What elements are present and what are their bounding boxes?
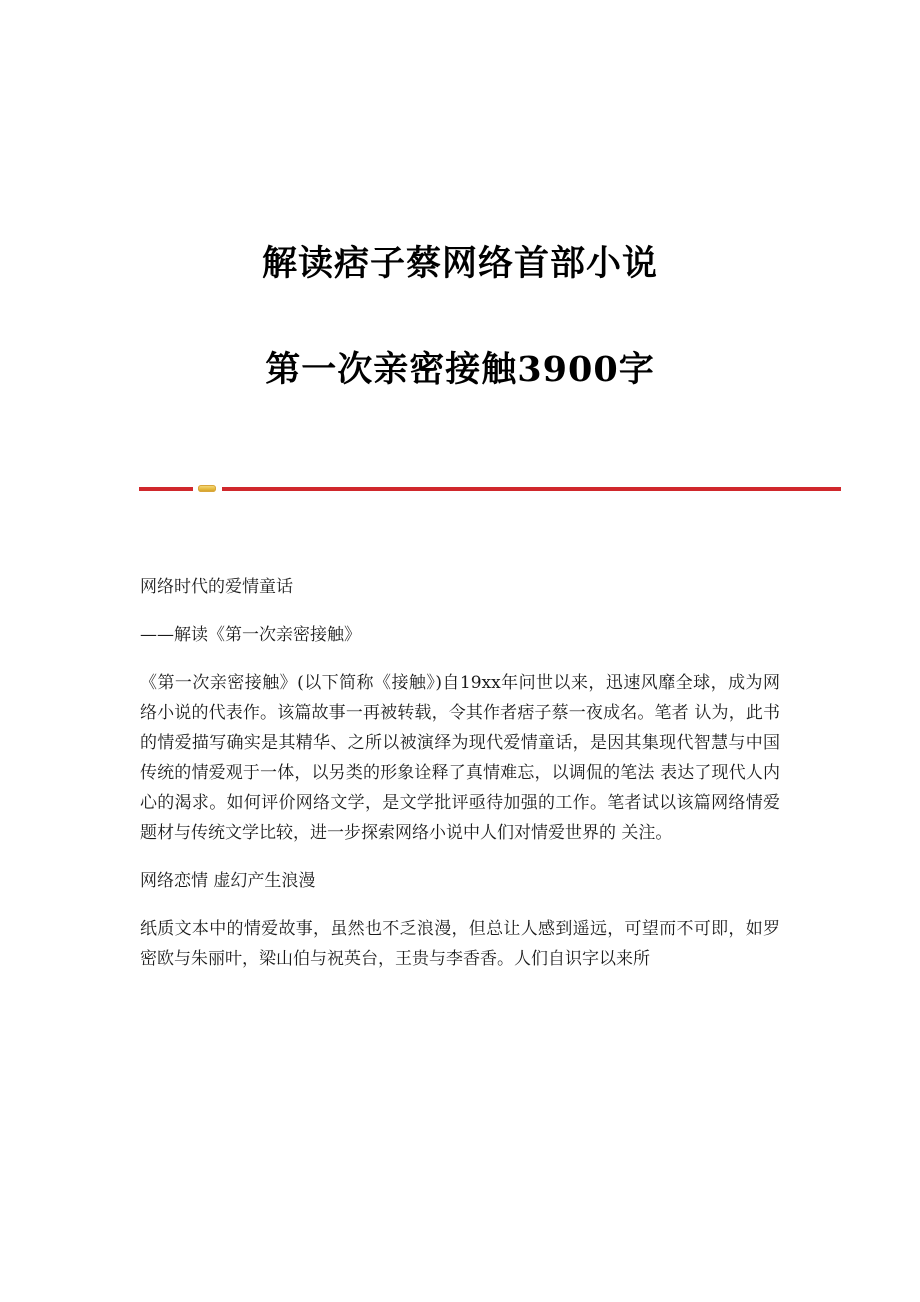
body-paragraph: 《第一次亲密接触》(以下简称《接触》)自19xx年问世以来，迅速风靡全球，成为网络小说的代表作。该篇故事一再被转载，令其作者痞子蔡一夜成名。笔者 认为，此书的情爱描写确实是其精华、之所以被演绎为现代爱情童话，是因其集现代智慧与中国传统的情爱观于一体，以另类的形象诠释了真情难忘，以调侃的笔法 表达了现代人内心的渴求。如何评价网络文学，是文学批评亟待加强的工作。笔者试以该篇网络情爱题材与传统文学比较，进一步探索网络小说中人们对情爱世界的 关注。 <box>140 673 780 843</box>
document-title-line-2: 第一次亲密接触3900字 <box>265 349 655 391</box>
title-divider <box>139 485 841 493</box>
section-heading: 网络恋情 虚幻产生浪漫 <box>140 871 316 891</box>
section-subheading: ——解读《第一次亲密接触》 <box>140 625 361 645</box>
section-heading: 网络时代的爱情童话 <box>140 577 293 597</box>
divider-bar-right <box>222 487 841 491</box>
divider-ornament-icon <box>198 485 216 492</box>
divider-bar-left <box>139 487 193 491</box>
document-title-line-1: 解读痞子蔡网络首部小说 <box>261 243 658 285</box>
document-body <box>140 572 780 974</box>
body-paragraph: 纸质文本中的情爱故事，虽然也不乏浪漫，但总让人感到遥远，可望而不可即，如罗密欧与朱丽叶，梁山伯与祝英台，王贵与李香香。人们自识字以来所 <box>140 919 780 969</box>
